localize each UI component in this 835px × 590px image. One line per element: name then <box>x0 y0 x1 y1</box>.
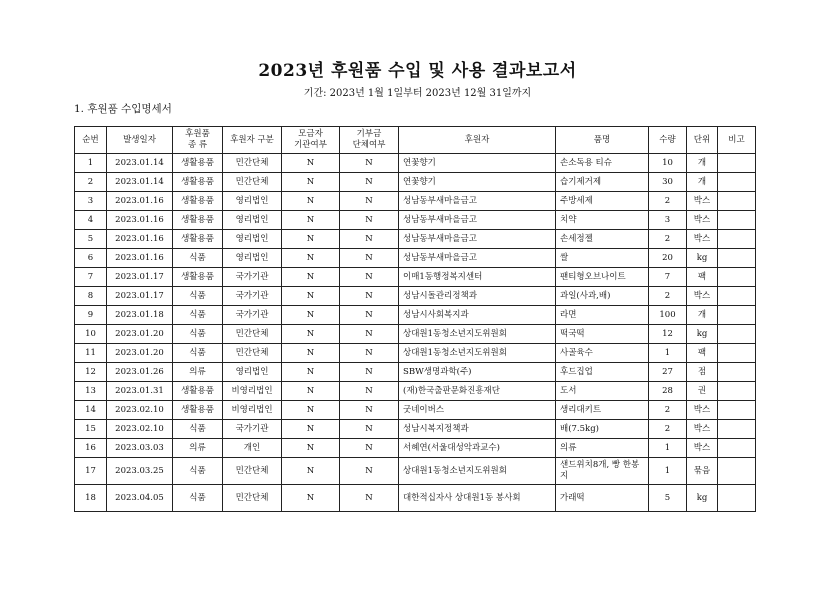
cell-fundraiser: N <box>282 306 340 325</box>
cell-donor-type: 비영리법인 <box>223 382 282 401</box>
cell-note <box>718 287 756 306</box>
table-row <box>75 249 756 268</box>
cell-qty: 30 <box>649 173 687 192</box>
cell-unit: 박스 <box>687 401 718 420</box>
cell-fundraiser: N <box>282 363 340 382</box>
cell-donor-type: 영리법인 <box>223 211 282 230</box>
cell-fundraiser: N <box>282 192 340 211</box>
cell-group: N <box>340 154 399 173</box>
cell-donor: SBW생명과학(주) <box>399 363 556 382</box>
cell-date: 2023.02.10 <box>107 401 173 420</box>
col-header-kind <box>173 127 223 154</box>
cell-donor: 상대원1동청소년지도위원회 <box>399 344 556 363</box>
cell-date: 2023.01.31 <box>107 382 173 401</box>
cell-donor-type: 영리법인 <box>223 363 282 382</box>
cell-note <box>718 439 756 458</box>
cell-date: 2023.01.16 <box>107 249 173 268</box>
table-header-row <box>75 127 756 154</box>
cell-qty: 2 <box>649 420 687 439</box>
cell-donor-type: 민간단체 <box>223 485 282 512</box>
cell-donor: 성남동부새마을금고 <box>399 249 556 268</box>
cell-no: 10 <box>75 325 107 344</box>
cell-fundraiser: N <box>282 249 340 268</box>
cell-note <box>718 344 756 363</box>
cell-unit: 팩 <box>687 344 718 363</box>
table-row <box>75 420 756 439</box>
cell-item: 사골육수 <box>556 344 649 363</box>
cell-group: N <box>340 173 399 192</box>
cell-note <box>718 249 756 268</box>
cell-kind: 식품 <box>173 458 223 485</box>
cell-note <box>718 268 756 287</box>
cell-kind: 식품 <box>173 420 223 439</box>
cell-donor: 성남시복지정책과 <box>399 420 556 439</box>
cell-note <box>718 420 756 439</box>
cell-kind: 생활용품 <box>173 230 223 249</box>
cell-no: 2 <box>75 173 107 192</box>
donation-income-table <box>74 126 756 512</box>
cell-qty: 1 <box>649 458 687 485</box>
table-row <box>75 485 756 512</box>
cell-qty: 1 <box>649 439 687 458</box>
cell-donor: 상대원1동청소년지도위원회 <box>399 458 556 485</box>
cell-note <box>718 306 756 325</box>
cell-date: 2023.02.10 <box>107 420 173 439</box>
table-row <box>75 154 756 173</box>
cell-date: 2023.03.25 <box>107 458 173 485</box>
cell-donor: 성남시사회복지과 <box>399 306 556 325</box>
cell-unit: kg <box>687 325 718 344</box>
cell-date: 2023.01.16 <box>107 192 173 211</box>
cell-qty: 20 <box>649 249 687 268</box>
cell-fundraiser: N <box>282 439 340 458</box>
cell-unit: 팩 <box>687 268 718 287</box>
cell-item: 배(7.5kg) <box>556 420 649 439</box>
cell-kind: 식품 <box>173 485 223 512</box>
cell-group: N <box>340 382 399 401</box>
cell-donor: 굿네이버스 <box>399 401 556 420</box>
cell-no: 6 <box>75 249 107 268</box>
cell-date: 2023.03.03 <box>107 439 173 458</box>
cell-fundraiser: N <box>282 485 340 512</box>
cell-item: 가래떡 <box>556 485 649 512</box>
cell-unit: 개 <box>687 306 718 325</box>
cell-note <box>718 154 756 173</box>
cell-group: N <box>340 458 399 485</box>
cell-group: N <box>340 420 399 439</box>
table-row <box>75 363 756 382</box>
cell-date: 2023.01.20 <box>107 325 173 344</box>
col-header-note: 비고 <box>718 127 756 154</box>
col-header-group <box>340 127 399 154</box>
cell-date: 2023.01.16 <box>107 230 173 249</box>
cell-qty: 5 <box>649 485 687 512</box>
cell-qty: 27 <box>649 363 687 382</box>
cell-no: 8 <box>75 287 107 306</box>
cell-qty: 2 <box>649 401 687 420</box>
cell-donor-type: 영리법인 <box>223 249 282 268</box>
col-header-item: 품명 <box>556 127 649 154</box>
cell-no: 15 <box>75 420 107 439</box>
cell-qty: 3 <box>649 211 687 230</box>
cell-no: 17 <box>75 458 107 485</box>
cell-kind: 생활용품 <box>173 192 223 211</box>
cell-qty: 12 <box>649 325 687 344</box>
cell-note <box>718 192 756 211</box>
report-title: 2023년 후원품 수입 및 사용 결과보고서 <box>258 61 577 81</box>
cell-unit: kg <box>687 249 718 268</box>
col-header-kind-line1: 후원품 <box>185 129 210 139</box>
cell-group: N <box>340 306 399 325</box>
cell-kind: 생활용품 <box>173 401 223 420</box>
cell-fundraiser: N <box>282 401 340 420</box>
cell-group: N <box>340 439 399 458</box>
cell-fundraiser: N <box>282 325 340 344</box>
cell-donor-type: 국가기관 <box>223 306 282 325</box>
col-header-group-line1: 기부금 <box>356 129 382 139</box>
cell-item: 라면 <box>556 306 649 325</box>
cell-item: 샌드위치8개, 빵 한봉지 <box>556 458 649 485</box>
cell-item: 손세정젤 <box>556 230 649 249</box>
col-header-fundraiser-line2: 기관여부 <box>294 140 327 150</box>
cell-date: 2023.01.16 <box>107 211 173 230</box>
cell-item: 생리대키트 <box>556 401 649 420</box>
cell-item: 의류 <box>556 439 649 458</box>
cell-group: N <box>340 192 399 211</box>
cell-unit: 박스 <box>687 439 718 458</box>
cell-donor: 연꽃향기 <box>399 173 556 192</box>
cell-donor-type: 민간단체 <box>223 154 282 173</box>
cell-qty: 100 <box>649 306 687 325</box>
cell-kind: 식품 <box>173 249 223 268</box>
col-header-qty: 수량 <box>649 127 687 154</box>
cell-donor-type: 국가기관 <box>223 268 282 287</box>
col-header-kind-line2: 종 류 <box>187 140 208 150</box>
cell-donor-type: 개인 <box>223 439 282 458</box>
cell-kind: 생활용품 <box>173 154 223 173</box>
cell-unit: 박스 <box>687 230 718 249</box>
cell-no: 4 <box>75 211 107 230</box>
section-heading: 1. 후원품 수입명세서 <box>74 103 172 115</box>
cell-donor-type: 비영리법인 <box>223 401 282 420</box>
cell-donor: 이매1동행정복지센터 <box>399 268 556 287</box>
cell-qty: 2 <box>649 192 687 211</box>
table-row <box>75 173 756 192</box>
cell-kind: 식품 <box>173 306 223 325</box>
col-header-unit: 단위 <box>687 127 718 154</box>
cell-no: 12 <box>75 363 107 382</box>
cell-kind: 식품 <box>173 287 223 306</box>
cell-note <box>718 325 756 344</box>
cell-group: N <box>340 401 399 420</box>
cell-fundraiser: N <box>282 173 340 192</box>
table-row <box>75 382 756 401</box>
cell-donor: 성남동부새마을금고 <box>399 230 556 249</box>
cell-kind: 식품 <box>173 325 223 344</box>
cell-kind: 의류 <box>173 439 223 458</box>
cell-qty: 28 <box>649 382 687 401</box>
table-row <box>75 287 756 306</box>
cell-date: 2023.04.05 <box>107 485 173 512</box>
col-header-donor: 후원자 <box>399 127 556 154</box>
cell-donor-type: 영리법인 <box>223 230 282 249</box>
cell-fundraiser: N <box>282 211 340 230</box>
cell-group: N <box>340 287 399 306</box>
cell-item: 팬티형오브나이트 <box>556 268 649 287</box>
cell-kind: 생활용품 <box>173 268 223 287</box>
cell-group: N <box>340 325 399 344</box>
col-header-group-line2: 단체여부 <box>352 140 386 150</box>
table-row <box>75 230 756 249</box>
cell-kind: 생활용품 <box>173 382 223 401</box>
cell-item: 도서 <box>556 382 649 401</box>
cell-note <box>718 382 756 401</box>
cell-donor: (재)한국출판문화진흥재단 <box>399 382 556 401</box>
cell-no: 14 <box>75 401 107 420</box>
cell-qty: 2 <box>649 287 687 306</box>
cell-unit: 개 <box>687 173 718 192</box>
cell-group: N <box>340 249 399 268</box>
cell-note <box>718 458 756 485</box>
col-header-date: 발생일자 <box>107 127 173 154</box>
cell-donor-type: 국가기관 <box>223 287 282 306</box>
cell-donor: 성남동부새마을금고 <box>399 192 556 211</box>
cell-date: 2023.01.20 <box>107 344 173 363</box>
cell-group: N <box>340 344 399 363</box>
cell-kind: 생활용품 <box>173 211 223 230</box>
cell-qty: 1 <box>649 344 687 363</box>
cell-group: N <box>340 268 399 287</box>
cell-fundraiser: N <box>282 344 340 363</box>
cell-unit: 묶음 <box>687 458 718 485</box>
cell-donor-type: 민간단체 <box>223 344 282 363</box>
table-row <box>75 192 756 211</box>
cell-no: 3 <box>75 192 107 211</box>
col-header-no: 순번 <box>75 127 107 154</box>
col-header-fundraiser-line1: 모금자 <box>298 129 323 139</box>
cell-donor: 연꽃향기 <box>399 154 556 173</box>
cell-donor-type: 국가기관 <box>223 420 282 439</box>
cell-no: 18 <box>75 485 107 512</box>
cell-group: N <box>340 485 399 512</box>
report-period: 기간: 2023년 1월 1일부터 2023년 12월 31일까지 <box>303 88 532 99</box>
cell-donor-type: 민간단체 <box>223 173 282 192</box>
cell-note <box>718 173 756 192</box>
cell-group: N <box>340 230 399 249</box>
cell-item: 쌀 <box>556 249 649 268</box>
cell-note <box>718 401 756 420</box>
cell-unit: 박스 <box>687 192 718 211</box>
cell-date: 2023.01.26 <box>107 363 173 382</box>
cell-qty: 2 <box>649 230 687 249</box>
table-row <box>75 268 756 287</box>
cell-no: 11 <box>75 344 107 363</box>
cell-item: 습기제거제 <box>556 173 649 192</box>
cell-unit: kg <box>687 485 718 512</box>
table-row <box>75 439 756 458</box>
cell-no: 13 <box>75 382 107 401</box>
table-row <box>75 401 756 420</box>
cell-note <box>718 485 756 512</box>
col-header-fundraiser <box>282 127 340 154</box>
cell-kind: 생활용품 <box>173 173 223 192</box>
cell-fundraiser: N <box>282 287 340 306</box>
cell-donor: 성남시돌관리정책과 <box>399 287 556 306</box>
cell-fundraiser: N <box>282 420 340 439</box>
cell-date: 2023.01.17 <box>107 268 173 287</box>
cell-item: 후드집업 <box>556 363 649 382</box>
table-row <box>75 306 756 325</box>
cell-note <box>718 230 756 249</box>
cell-qty: 7 <box>649 268 687 287</box>
cell-unit: 박스 <box>687 211 718 230</box>
cell-no: 1 <box>75 154 107 173</box>
cell-unit: 개 <box>687 154 718 173</box>
cell-item: 손소독용 티슈 <box>556 154 649 173</box>
cell-fundraiser: N <box>282 458 340 485</box>
cell-donor: 대한적십자사 상대원1동 봉사회 <box>399 485 556 512</box>
cell-fundraiser: N <box>282 230 340 249</box>
cell-date: 2023.01.14 <box>107 173 173 192</box>
cell-donor-type: 영리법인 <box>223 192 282 211</box>
cell-fundraiser: N <box>282 154 340 173</box>
cell-donor: 상대원1동청소년지도위원회 <box>399 325 556 344</box>
table-row <box>75 344 756 363</box>
cell-date: 2023.01.14 <box>107 154 173 173</box>
cell-item: 과일(사과,배) <box>556 287 649 306</box>
col-header-donor-type: 후원자 구분 <box>223 127 282 154</box>
cell-no: 7 <box>75 268 107 287</box>
cell-note <box>718 363 756 382</box>
table-row <box>75 211 756 230</box>
cell-date: 2023.01.17 <box>107 287 173 306</box>
cell-donor-type: 민간단체 <box>223 325 282 344</box>
cell-donor: 성남동부새마을금고 <box>399 211 556 230</box>
cell-no: 9 <box>75 306 107 325</box>
cell-group: N <box>340 211 399 230</box>
cell-unit: 점 <box>687 363 718 382</box>
cell-donor-type: 민간단체 <box>223 458 282 485</box>
cell-unit: 박스 <box>687 287 718 306</box>
cell-date: 2023.01.18 <box>107 306 173 325</box>
cell-unit: 권 <box>687 382 718 401</box>
cell-item: 주방세제 <box>556 192 649 211</box>
table-row <box>75 325 756 344</box>
cell-kind: 의류 <box>173 363 223 382</box>
cell-note <box>718 211 756 230</box>
cell-group: N <box>340 363 399 382</box>
cell-kind: 식품 <box>173 344 223 363</box>
cell-no: 16 <box>75 439 107 458</box>
table-row <box>75 458 756 485</box>
cell-item: 떡국떡 <box>556 325 649 344</box>
cell-fundraiser: N <box>282 382 340 401</box>
cell-qty: 10 <box>649 154 687 173</box>
cell-item: 치약 <box>556 211 649 230</box>
cell-donor: 서혜연(서울대성악과교수) <box>399 439 556 458</box>
cell-unit: 박스 <box>687 420 718 439</box>
cell-fundraiser: N <box>282 268 340 287</box>
cell-no: 5 <box>75 230 107 249</box>
